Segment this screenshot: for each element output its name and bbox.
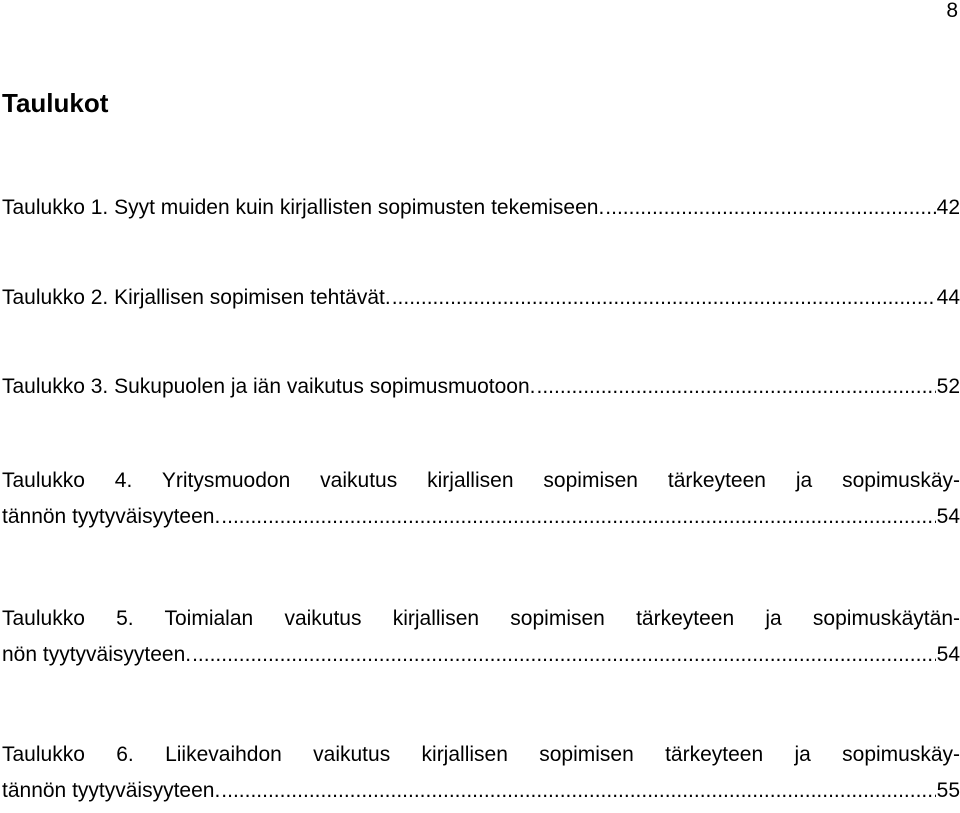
dot-leader [221, 499, 935, 535]
toc-entry-6[interactable] [2, 737, 960, 809]
entry-page-number: 55 [936, 779, 960, 802]
entry-title-line-2: tännön tyytyväisyyteen. [2, 505, 221, 528]
entry-title-line-1 [2, 601, 960, 637]
entry-page-number: 42 [936, 196, 960, 219]
entry-label: Taulukko 2. [2, 286, 109, 309]
entry-label: Taulukko 5. [2, 607, 134, 630]
entry-title: Syyt muiden kuin kirjallisten sopimusten tekemiseen. [114, 196, 605, 219]
dot-leader [605, 190, 935, 226]
page-title: Taulukot [2, 88, 109, 118]
toc-entry-1[interactable] [2, 190, 960, 226]
entry-label: Taulukko 6. [2, 743, 134, 766]
entry-label: Taulukko 3. [2, 375, 109, 398]
entry-title: Kirjallisen sopimisen tehtävät. [114, 286, 391, 309]
entry-label: Taulukko 1. [2, 196, 109, 219]
toc-entry-3[interactable] [2, 369, 960, 405]
entry-label: Taulukko 4. [2, 469, 133, 492]
entry-page-number: 54 [936, 505, 960, 528]
entry-title: Toimialan vaikutus kirjallisen sopimisen tärkeyteen ja sopimuskäytän- [164, 607, 960, 630]
dot-leader [392, 280, 936, 316]
entry-title-line-1 [2, 463, 960, 499]
entry-title-line-1 [2, 737, 960, 773]
dot-leader [192, 637, 936, 673]
page-number: 8 [946, 0, 958, 22]
entry-title: Sukupuolen ja iän vaikutus sopimusmuotoon. [114, 375, 536, 398]
toc-entry-2[interactable] [2, 280, 960, 316]
toc-entry-5[interactable] [2, 601, 960, 673]
entry-title: Liikevaihdon vaikutus kirjallisen sopimisen tärkeyteen ja sopimuskäy- [165, 743, 960, 766]
dot-leader [221, 773, 935, 809]
entry-title: Yritysmuodon vaikutus kirjallisen sopimisen tärkeyteen ja sopimuskäy- [161, 469, 960, 492]
dot-leader [537, 369, 936, 405]
entry-title-line-2: nön tyytyväisyyteen. [2, 643, 192, 666]
entry-page-number: 54 [936, 643, 960, 666]
entry-page-number: 44 [936, 286, 960, 309]
entry-page-number: 52 [936, 375, 960, 398]
toc-entry-4[interactable] [2, 463, 960, 535]
entry-title-line-2: tännön tyytyväisyyteen. [2, 779, 221, 802]
